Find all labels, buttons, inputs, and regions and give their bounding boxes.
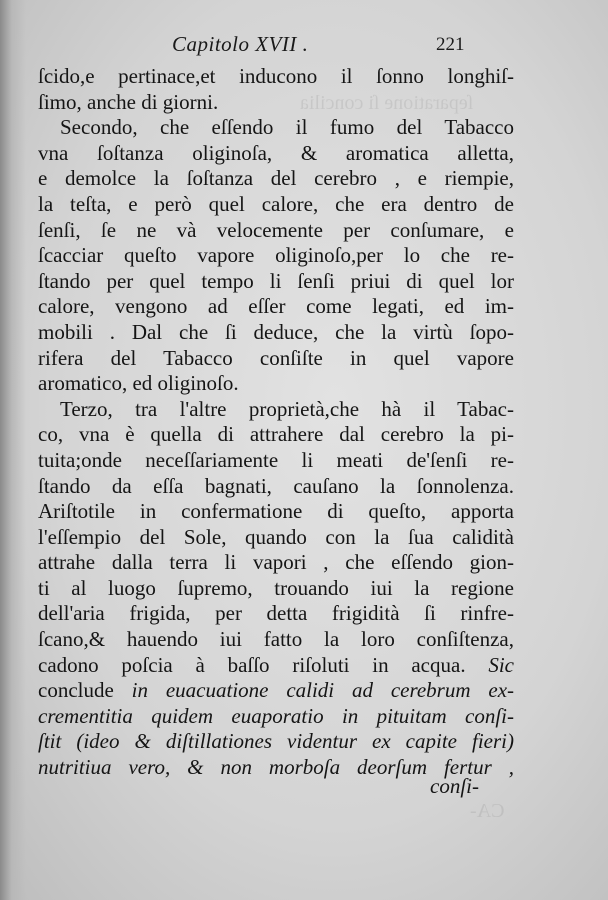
text-line-mixed <box>38 653 514 679</box>
text-line: ſimo, anche di giorni. <box>38 89 219 114</box>
text-line: la teſta, e però quel calore, che era dentro de <box>38 191 514 216</box>
text-line-italic: ſtit (ideo & diſtillationes videntur ex capite fieri) <box>38 729 514 754</box>
text-line: ſenſi, ſe ne và velocemente per conſumare, e <box>38 217 514 242</box>
page-header <box>0 32 608 60</box>
text-line: Terzo, tra l'altre proprietà,che hà il Tabac- <box>60 396 514 421</box>
show-through-text: CA- <box>470 800 505 822</box>
text-segment-italic: Sic <box>488 652 514 677</box>
text-line: ſtando per quel tempo li ſenſi priui di quel lor <box>38 268 514 293</box>
text-line: mobili . Dal che ſi deduce, che la virtù ſopo- <box>38 319 514 344</box>
text-line: Ariſtotile in confermatione di queſto, apporta <box>38 499 514 524</box>
text-line-italic: crementitia quidem euaporatio in pituitam conſi- <box>38 703 514 728</box>
text-segment: cadono poſcia à baſſo riſoluti in acqua. <box>38 652 466 677</box>
text-line: tuita;onde neceſſariamente li meati de'ſenſi re- <box>38 447 514 472</box>
text-line: aromatico, ed oliginoſo. <box>38 371 239 396</box>
text-line: ti al luogo ſupremo, trouando iui la regione <box>38 575 514 600</box>
text-line: e demolce la ſoſtanza del cerebro , e riempie, <box>38 166 514 191</box>
text-segment: conclude <box>38 678 114 703</box>
page-number: 221 <box>436 34 465 55</box>
text-line: dell'aria frigida, per detta frigidità ſi rinfre- <box>38 601 514 626</box>
running-head: Capitolo XVII . <box>172 32 309 56</box>
text-line-italic: nutritiua vero, & non morboſa deorſum fertur , <box>38 755 514 780</box>
text-line: calore, vengono ad eſſer come legati, ed im- <box>38 294 514 319</box>
text-line: attrahe dalla terra li vapori , che eſſendo gion- <box>38 550 514 575</box>
text-line: l'eſſempio del Sole, quando con la ſua calidità <box>38 524 514 549</box>
text-line: Secondo, che eſſendo il fumo del Tabacco <box>60 115 514 140</box>
text-line-mixed <box>38 678 514 704</box>
text-line: vna ſoſtanza oliginoſa, & aromatica alletta, <box>38 140 514 165</box>
text-line: ſtando da eſſa bagnati, cauſano la ſonnolenza. <box>38 473 514 498</box>
text-line: co, vna è quella di attrahere dal cerebro la pi- <box>38 422 514 447</box>
text-segment-italic: in euacuatione calidi ad cerebrum ex- <box>131 678 515 703</box>
catchword: conſi- <box>430 774 479 798</box>
text-line: rifera del Tabacco conſiſte in quel vapore <box>38 345 514 370</box>
text-line: ſcano,& hauendo iui fatto la loro conſiſtenza, <box>38 627 514 652</box>
text-line: ſcido,e pertinace,et inducono il ſonno longhiſ- <box>38 64 514 88</box>
gutter-shadow <box>0 0 26 900</box>
text-line: ſcacciar queſto vapore oliginoſo,per lo che re- <box>38 243 514 268</box>
show-through-text: ſeparatione ſi concilia <box>300 92 474 114</box>
body-text <box>38 64 514 781</box>
